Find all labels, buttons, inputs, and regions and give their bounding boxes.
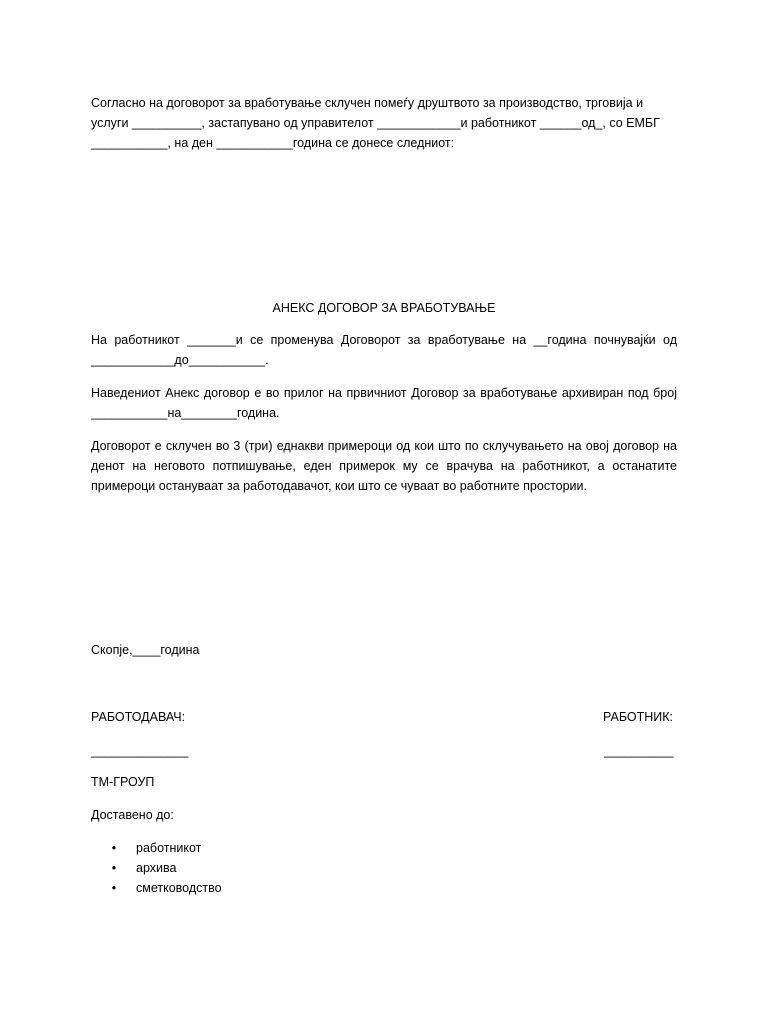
document-title: АНЕКС ДОГОВОР ЗА ВРАБОТУВАЊЕ [272, 301, 496, 315]
employee-label: РАБОТНИК: [603, 710, 674, 724]
paragraph-copies: Договорот е склучен во 3 (три) еднакви примероци од кои што по склучувањето на овој договор на денот на неговото потпишување, еден примерок му се врачува на работникот, а останатите примероци остануваат за работодавачот, кои што се чуваат во работните простории. [91, 439, 677, 493]
employer-signature-line: ______________ [91, 744, 189, 758]
intro-paragraph: Согласно на договорот за вработување склучен помеѓу друштвото за производство, трговија и услуги __________, застапувано од управителот ____________и работникот ______од_, со ЕМБГ ___________, на ден ___________година се донесе следниот: [91, 96, 660, 150]
list-item-label: работникот [136, 841, 202, 855]
place-date: Скопје,____година [91, 643, 200, 657]
bullet-icon: • [111, 841, 117, 855]
bullet-icon: • [111, 861, 117, 875]
company-name: ТМ-ГРОУП [91, 775, 155, 789]
list-item [110, 858, 222, 878]
employer-label: РАБОТОДАВАЧ: [91, 710, 186, 724]
employee-signature-line: __________ [604, 744, 674, 758]
list-item-label: архива [136, 861, 177, 875]
list-item-label: сметководство [136, 881, 222, 895]
paragraph-annex: Наведениот Анекс договор е во прилог на првичниот Договор за вработување архивиран под број ___________на________година. [91, 386, 677, 420]
delivered-to-list [110, 838, 222, 898]
bullet-icon: • [111, 881, 117, 895]
delivered-to-label: Доставено до: [91, 808, 174, 822]
list-item [110, 878, 222, 898]
list-item [110, 838, 222, 858]
paragraph-change: На работникот _______и се променува Договорот за вработување на __година почнувајќи од ____________до___________. [91, 333, 677, 367]
